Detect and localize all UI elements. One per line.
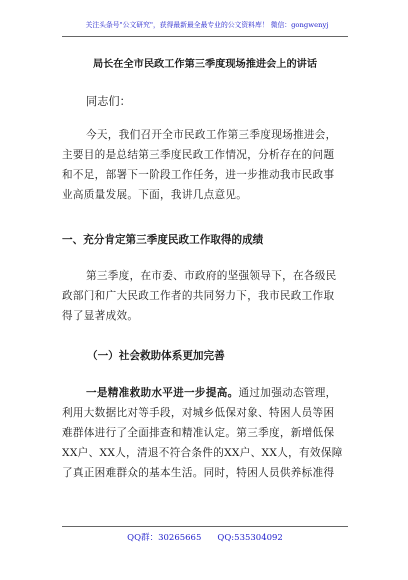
paragraph-line: 了真正困难群众的基本生活。同时，特困人员供养标准得: [62, 467, 335, 479]
footer-note: [62, 532, 348, 544]
footer-divider: [62, 526, 348, 527]
paragraph-line: 得了显著成效。: [62, 310, 139, 322]
salutation: 同志们：: [86, 95, 131, 108]
paragraph-line: 和不足，部署下一阶段工作任务，进一步推动我市民政事: [62, 169, 335, 181]
paragraph-line: 主要目的是总结第三季度民政工作情况，分析存在的问题: [62, 149, 335, 161]
header-divider: [62, 36, 348, 37]
paragraph-line: 难群体进行了全面排查和精准认定。第三季度，新增低保: [62, 427, 335, 439]
paragraph-line: 业高质量发展。下面，我讲几点意见。: [62, 189, 248, 201]
point-1-first-line-rest: 通过加强动态管理，: [238, 387, 337, 399]
point-1-paragraph: [62, 383, 348, 483]
page-title: 局长在全市民政工作第三季度现场推进会上的讲话: [92, 58, 318, 70]
paragraph-line: 第三季度，在市委、市政府的坚强领导下，在各级民: [86, 270, 337, 282]
subsection-1-heading: （一）社会救助体系更加完善: [87, 350, 225, 362]
paragraph-line: 利用大数据比对等手段，对城乡低保对象、特困人员等困: [62, 407, 335, 419]
footer-qq-group: QQ群：30265665: [127, 533, 202, 543]
section-1-paragraph: [62, 266, 348, 326]
footer-qq: QQ:535304092: [217, 533, 283, 543]
intro-paragraph: [62, 125, 348, 205]
header-note: 关注头条号"公文研究"，获得最新最全最专业的公文资料库！ 微信：gongwenyj: [85, 21, 329, 29]
section-1-heading: 一、充分肯定第三季度民政工作取得的成绩: [62, 234, 264, 246]
paragraph-line: 政部门和广大民政工作者的共同努力下，我市民政工作取: [62, 290, 335, 302]
paragraph-line: XX户、XX人，清退不符合条件的XX户、XX人，有效保障: [62, 447, 343, 459]
point-1-lead: 一是精准救助水平进一步提高。: [86, 387, 239, 399]
paragraph-line: 今天，我们召开全市民政工作第三季度现场推进会，: [86, 129, 337, 141]
paragraph-line: [62, 383, 348, 403]
